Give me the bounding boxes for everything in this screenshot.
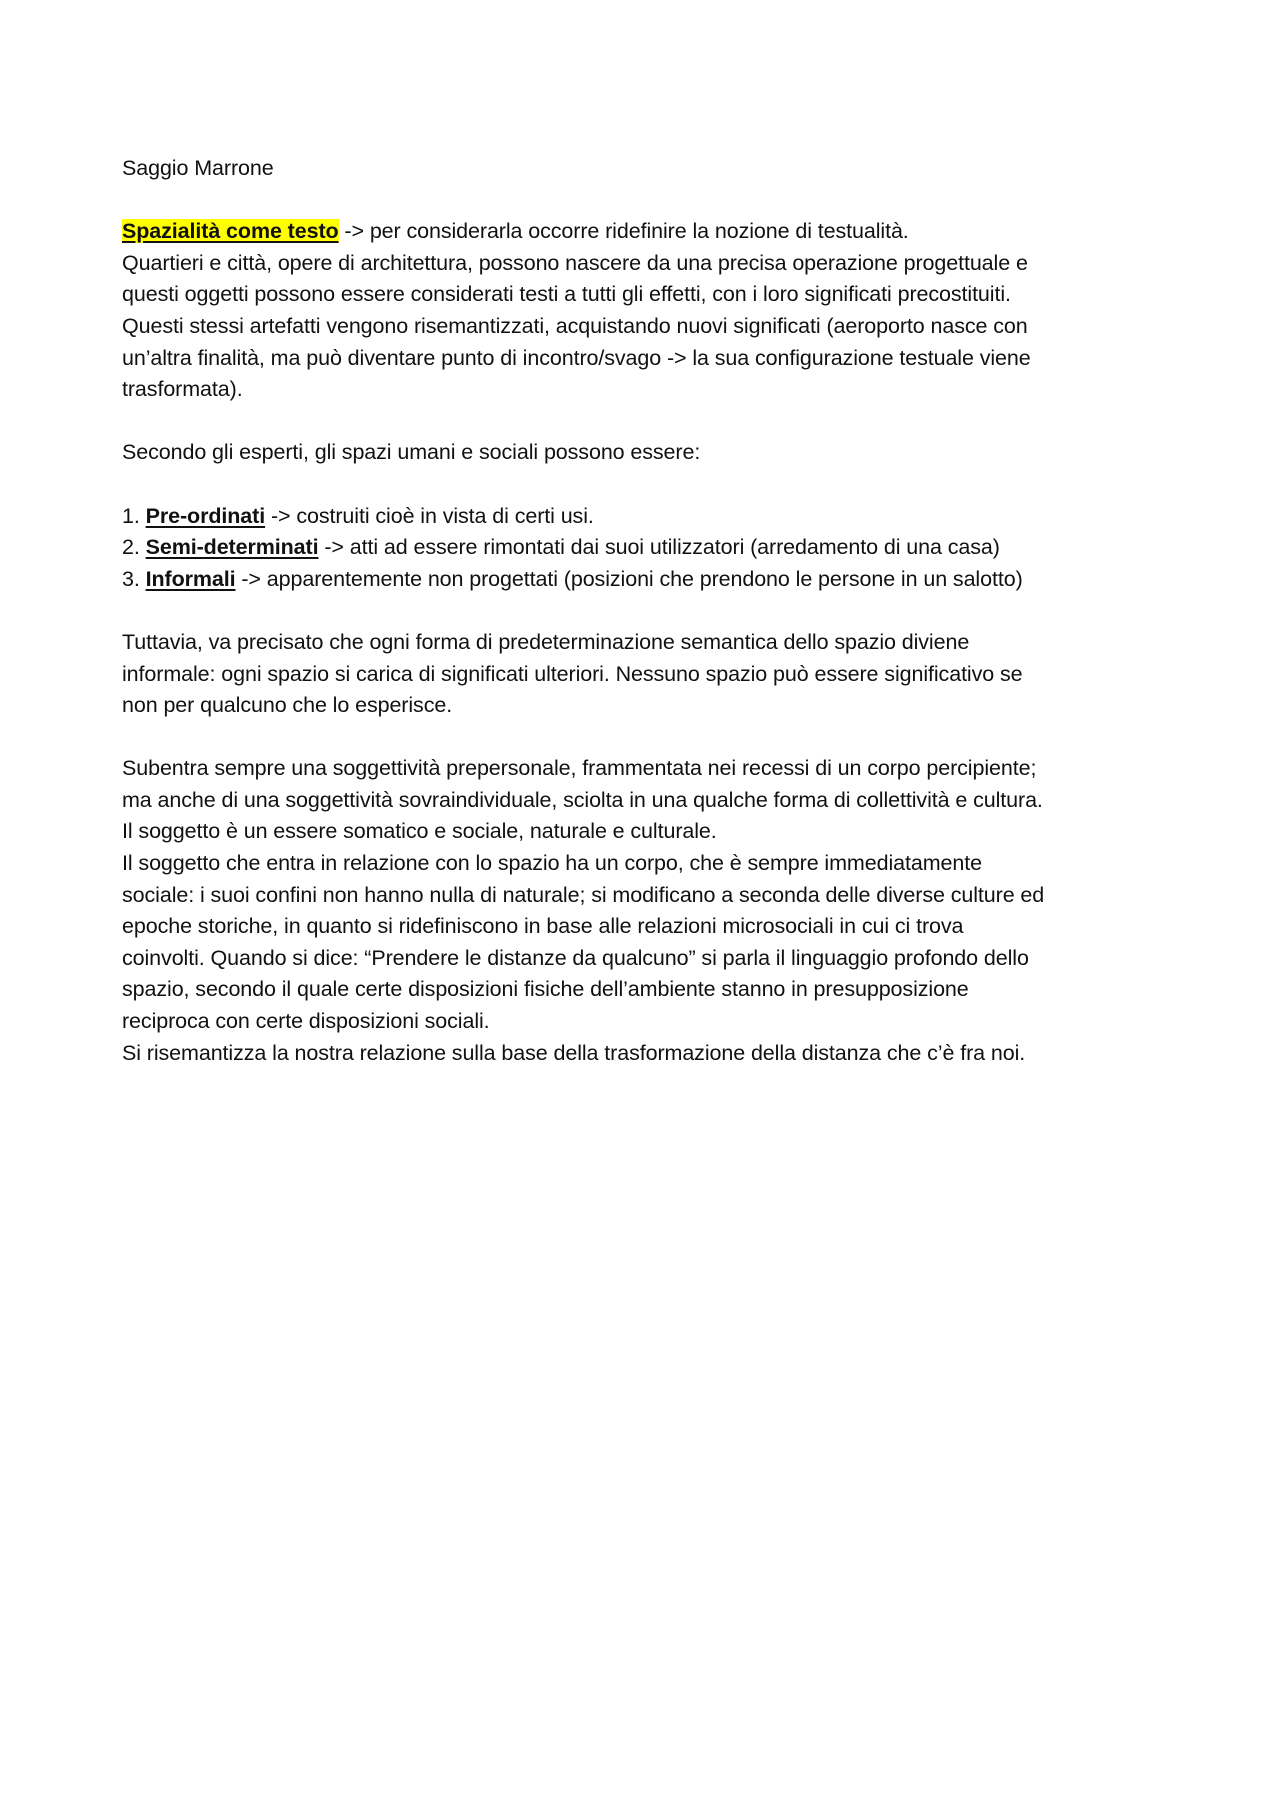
paragraph-line: reciproca con certe disposizioni sociali. (122, 1009, 490, 1034)
paragraph-line: Tuttavia, va precisato che ogni forma di predeterminazione semantica dello spazio diviene (122, 629, 970, 654)
document-title: Saggio Marrone (122, 156, 274, 180)
paragraph-line: Si risemantizza la nostra relazione sulla base della trasformazione della distanza che c’è fra noi. (122, 1040, 1026, 1065)
paragraph-line: coinvolti. Quando si dice: “Prendere le distanze da qualcuno” si parla il linguaggio profondo dello (122, 945, 1029, 970)
paragraph-line: Il soggetto è un essere somatico e sociale, naturale e culturale. (122, 819, 717, 844)
list-term: Semi-determinati (145, 535, 319, 560)
list-item: 1. Pre-ordinati -> costruiti cioè in vista di certi usi. (122, 503, 594, 528)
spaces-list (122, 501, 1167, 596)
paragraph-line: informale: ogni spazio si carica di significati ulteriori. Nessuno spazio può essere significativo se (122, 661, 1023, 686)
highlighted-term: Spazialità come testo (122, 219, 339, 244)
paragraph-line: epoche storiche, in quanto si ridefiniscono in base alle relazioni microsociali in cui ci trova (122, 914, 964, 939)
experts-paragraph: Secondo gli esperti, gli spazi umani e sociali possono essere: (122, 440, 701, 465)
paragraph-line: Subentra sempre una soggettività prepersonale, frammentata nei recessi di un corpo percipiente; (122, 756, 1037, 781)
subentra-paragraph (122, 753, 1167, 1069)
list-item: 3. Informali -> apparentemente non progettati (posizioni che prendono le persone in un salotto) (122, 566, 1023, 591)
intro-first-line (122, 216, 1167, 248)
intro-line: Quartieri e città, opere di architettura, possono nascere da una precisa operazione progettuale e (122, 250, 1028, 275)
intro-line: trasformata). (122, 377, 243, 402)
paragraph-line: non per qualcuno che lo esperisce. (122, 693, 453, 718)
intro-line: questi oggetti possono essere considerati testi a tutti gli effetti, con i loro significati precostituiti. (122, 282, 1011, 307)
tuttavia-paragraph (122, 627, 1167, 722)
list-term: Pre-ordinati (145, 503, 266, 528)
document-body (122, 153, 1167, 1069)
list-item: 2. Semi-determinati -> atti ad essere rimontati dai suoi utilizzatori (arredamento di una casa) (122, 535, 1000, 560)
intro-paragraph (122, 216, 1167, 406)
paragraph-line: ma anche di una soggettività sovraindividuale, sciolta in una qualche forma di collettività e cultura. (122, 787, 1043, 812)
paragraph-line: sociale: i suoi confini non hanno nulla di naturale; si modificano a seconda delle diverse culture ed (122, 882, 1045, 907)
list-term: Informali (145, 566, 236, 591)
paragraph-line: Il soggetto che entra in relazione con lo spazio ha un corpo, che è sempre immediatamente (122, 851, 982, 876)
intro-line: Questi stessi artefatti vengono risemantizzati, acquistando nuovi significati (aeroporto nasce con (122, 313, 1028, 338)
intro-line: un’altra finalità, ma può diventare punto di incontro/svago -> la sua configurazione testuale viene (122, 345, 1031, 370)
intro-first-line-rest: -> per considerarla occorre ridefinire la nozione di testualità. (338, 219, 909, 244)
paragraph-line: spazio, secondo il quale certe disposizioni fisiche dell’ambiente stanno in presupposizione (122, 977, 969, 1002)
